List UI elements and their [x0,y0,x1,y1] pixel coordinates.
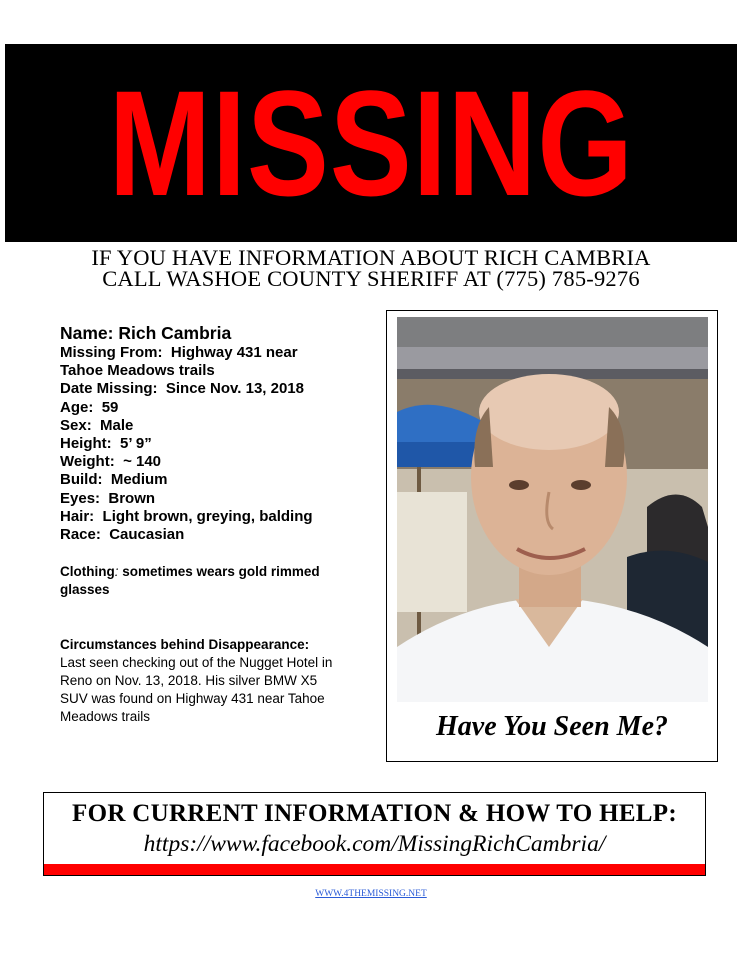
missing-from-value: Highway 431 near [170,344,298,361]
clothing-section [60,563,360,599]
circumstances-line-1: Last seen checking out of the Nugget Hotel in [60,655,333,670]
clothing-value-cont: glasses [60,582,110,597]
race-label: Race: [60,526,101,544]
build-row [60,471,380,489]
photo-caption: Have You Seen Me? [435,711,669,742]
missing-title: MISSING [108,59,634,227]
hair-row [60,508,380,526]
age-value: 59 [101,398,119,416]
help-box [43,792,706,876]
eyes-value: Brown [108,489,156,507]
sex-row [60,417,380,435]
missing-from-value-cont: Tahoe Meadows trails [60,362,215,380]
height-label: Height: [60,435,112,453]
weight-value: ~ 140 [123,453,162,471]
date-missing-label: Date Missing: [60,380,158,398]
name-label: Name: [60,323,114,343]
race-value: Caucasian [109,526,185,544]
sex-label: Sex: [60,416,92,434]
clothing-label: Clothing [60,564,115,579]
weight-label: Weight: [60,453,115,471]
age-row [60,399,380,417]
help-title: FOR CURRENT INFORMATION & HOW TO HELP: [72,800,677,827]
contact-line-2: CALL WASHOE COUNTY SHERIFF AT (775) 785-9276 [102,266,640,291]
facebook-link[interactable]: https://www.facebook.com/MissingRichCambria/ [143,831,606,857]
date-missing-row [60,380,380,398]
missing-from-row-cont [60,362,380,380]
person-photo-illustration [397,317,708,702]
photo-frame [386,310,718,762]
contact-line-1: IF YOU HAVE INFORMATION ABOUT RICH CAMBRIA [91,245,651,270]
circumstances-line-3: SUV was found on Highway 431 near Tahoe [60,691,325,706]
hair-value: Light brown, greying, balding [102,507,313,525]
clothing-row [60,563,360,581]
weight-row [60,453,380,471]
age-label: Age: [60,398,94,416]
height-row [60,435,380,453]
height-value: 5’ 9” [120,435,152,453]
date-missing-value: Since Nov. 13, 2018 [165,380,304,398]
missing-banner [5,44,737,242]
sex-value: Male [100,416,134,434]
person-details [60,322,380,544]
circumstances-line-2: Reno on Nov. 13, 2018. His silver BMW X5 [60,673,318,688]
clothing-value: sometimes wears gold rimmed [122,564,320,579]
circumstances-heading: Circumstances behind Disappearance: [60,637,310,652]
name-value: Rich Cambria [118,323,232,343]
build-value: Medium [110,471,168,489]
name-row [60,322,380,344]
eyes-row [60,490,380,508]
circumstances-section [60,636,365,726]
person-photo [397,317,708,702]
race-row [60,526,380,544]
missing-from-row [60,344,380,362]
eyes-label: Eyes: [60,489,101,507]
help-red-stripe [44,864,705,875]
footer-website-link[interactable]: WWW.4THEMISSING.NET [315,889,427,899]
circumstances-line-4: Meadows trails [60,709,151,724]
build-label: Build: [60,471,103,489]
clothing-colon: : [114,564,119,579]
missing-from-label: Missing From: [60,344,163,361]
hair-label: Hair: [60,507,95,525]
